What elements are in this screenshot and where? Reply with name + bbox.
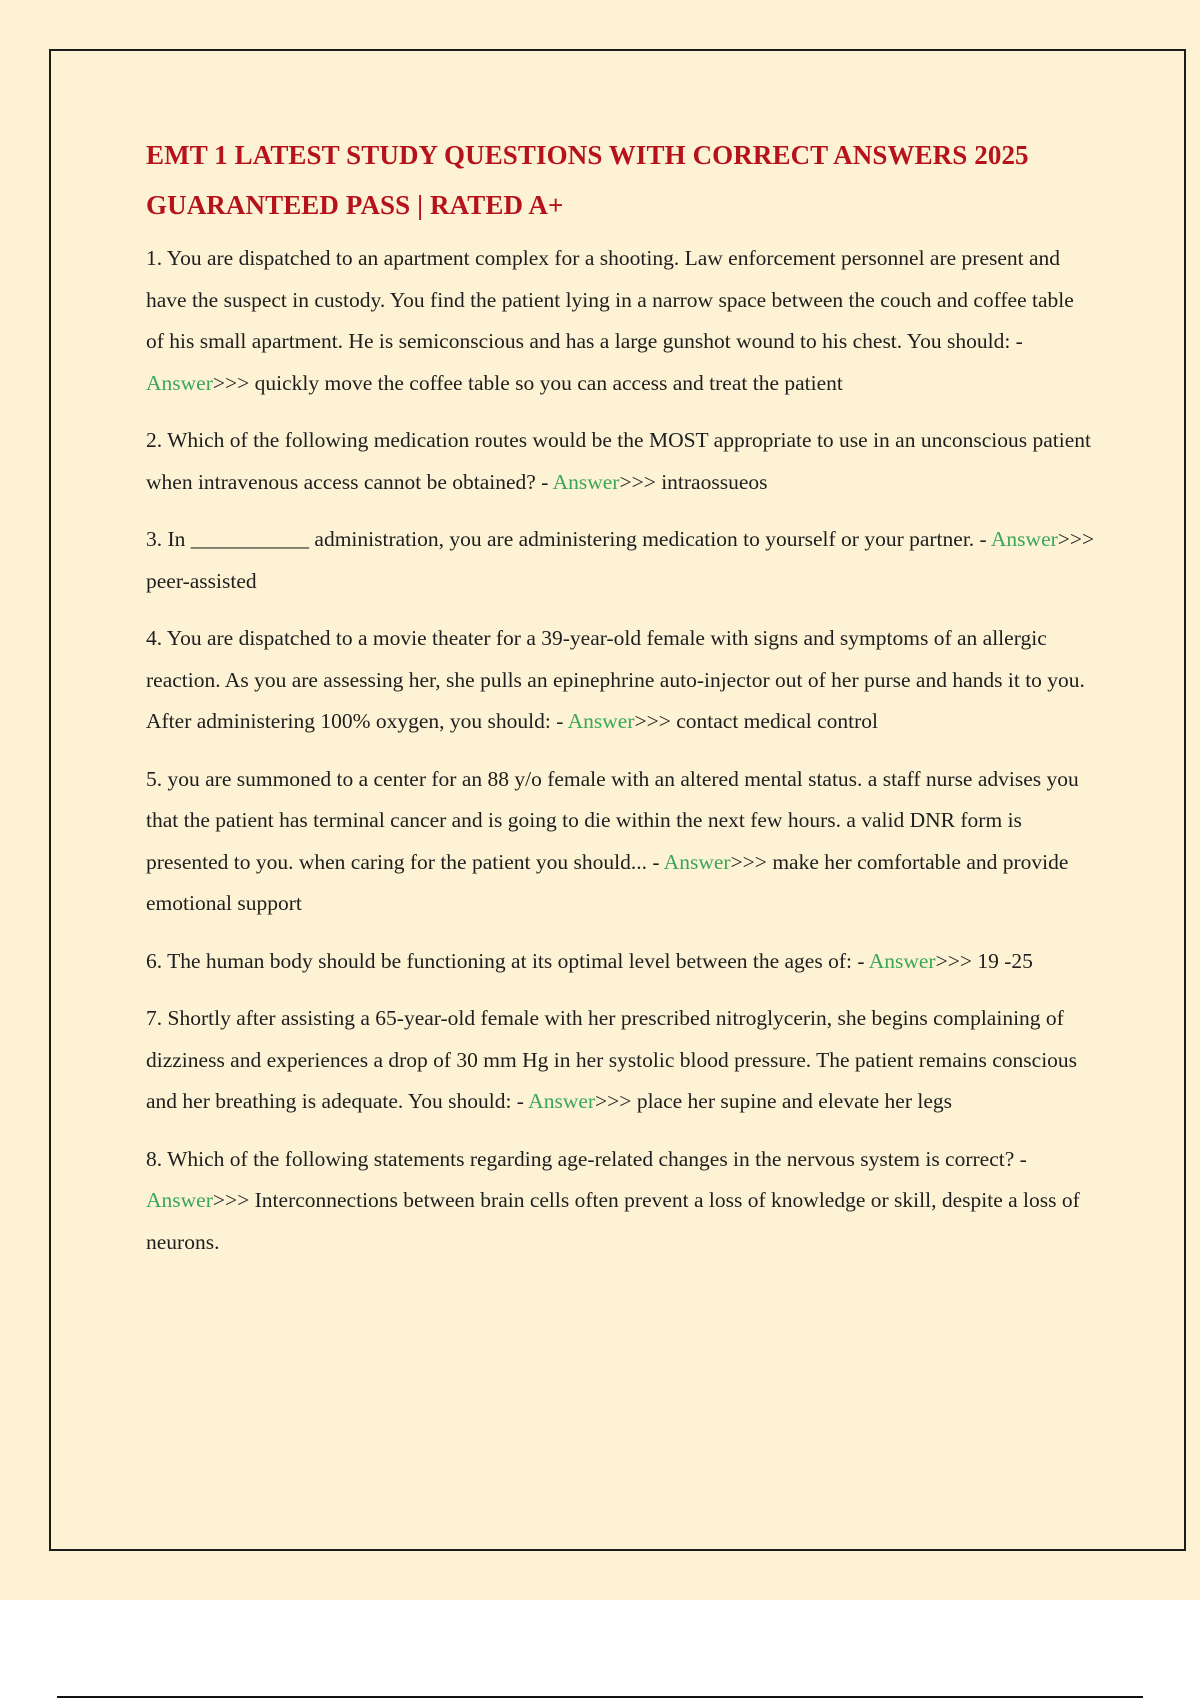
- qa-item-5: [146, 759, 1096, 925]
- question-text: 1. You are dispatched to an apartment complex for a shooting. Law enforcement personnel are present and have the suspect in custody. You find the patient lying in a narrow space between the couch and coffee table of his small apartment. He is semiconscious and has a large gunshot wound to his chest. You should: -: [146, 246, 1074, 353]
- qa-item-1: [146, 238, 1096, 404]
- answer-arrows: >>>: [619, 469, 656, 494]
- answer-label: Answer: [146, 1188, 213, 1212]
- document-body: [146, 130, 1096, 1279]
- answer-text: 19 -25: [971, 948, 1033, 973]
- qa-item-4: [146, 618, 1096, 743]
- answer-text: intraossueos: [655, 469, 768, 494]
- answer-label: Answer: [552, 469, 620, 494]
- question-text: 2. Which of the following medication routes would be the MOST appropriate to use in an unconscious patient when intravenous access cannot be obtained? -: [146, 428, 1092, 494]
- qa-item-2: [146, 420, 1096, 503]
- answer-arrows: >>>: [212, 1188, 250, 1212]
- answer-text: quickly move the coffee table so you can access and treat the patient: [249, 370, 843, 395]
- qa-item-6: [146, 941, 1096, 983]
- answer-label: Answer: [567, 709, 635, 733]
- answer-label: Answer: [990, 527, 1058, 551]
- question-text: 7. Shortly after assisting a 65-year-old female with her prescribed nitroglycerin, she begins complaining of dizziness and experiences a drop of 30 mm Hg in her systolic blood pressure. The patient remains conscious and her breathing is adequate. You should: -: [146, 1006, 1078, 1113]
- question-text: 5. you are summoned to a center for an 88 y/o female with an altered mental status. a staff nurse advises you that the patient has terminal cancer and is going to die within the next few hours. a valid DNR form is presented to you. when caring for the patient you should... -: [146, 766, 1079, 874]
- answer-text: contact medical control: [670, 709, 879, 733]
- qa-item-8: [146, 1139, 1096, 1264]
- answer-label: Answer: [868, 948, 936, 973]
- answer-arrows: >>>: [730, 849, 767, 874]
- answer-label: Answer: [528, 1089, 596, 1113]
- answer-text: Interconnections between brain cells often prevent a loss of knowledge or skill, despite a loss of neurons.: [146, 1188, 1080, 1254]
- qa-item-3: [146, 519, 1096, 602]
- footer-divider: [57, 1696, 1143, 1698]
- answer-arrows: >>>: [595, 1089, 632, 1113]
- answer-arrows: >>>: [634, 709, 671, 733]
- answer-arrows: >>>: [1057, 527, 1095, 551]
- answer-text: place her supine and elevate her legs: [631, 1089, 952, 1113]
- document-title: EMT 1 LATEST STUDY QUESTIONS WITH CORRECT ANSWERS 2025 GUARANTEED PASS | RATED A+: [146, 140, 1029, 220]
- qa-item-7: [146, 998, 1096, 1123]
- answer-arrows: >>>: [212, 370, 250, 395]
- answer-label: Answer: [146, 370, 213, 395]
- answer-text: peer-assisted: [146, 568, 257, 593]
- question-text: 4. You are dispatched to a movie theater for a 39-year-old female with signs and symptoms of an allergic reaction. As you are assessing her, she pulls an epinephrine auto-injector out of her purse and hands it to you. After administering 100% oxygen, you should: -: [146, 626, 1085, 733]
- question-text: 3. In ___________ administration, you are administering medication to yourself or your partner. -: [146, 527, 991, 551]
- question-text: 8. Which of the following statements regarding age-related changes in the nervous system is correct? -: [146, 1146, 1027, 1171]
- answer-label: Answer: [663, 849, 731, 874]
- answer-text: make her comfortable and provide emotional support: [146, 849, 1069, 915]
- question-text: 6. The human body should be functioning at its optimal level between the ages of: -: [146, 948, 869, 973]
- answer-arrows: >>>: [935, 948, 972, 973]
